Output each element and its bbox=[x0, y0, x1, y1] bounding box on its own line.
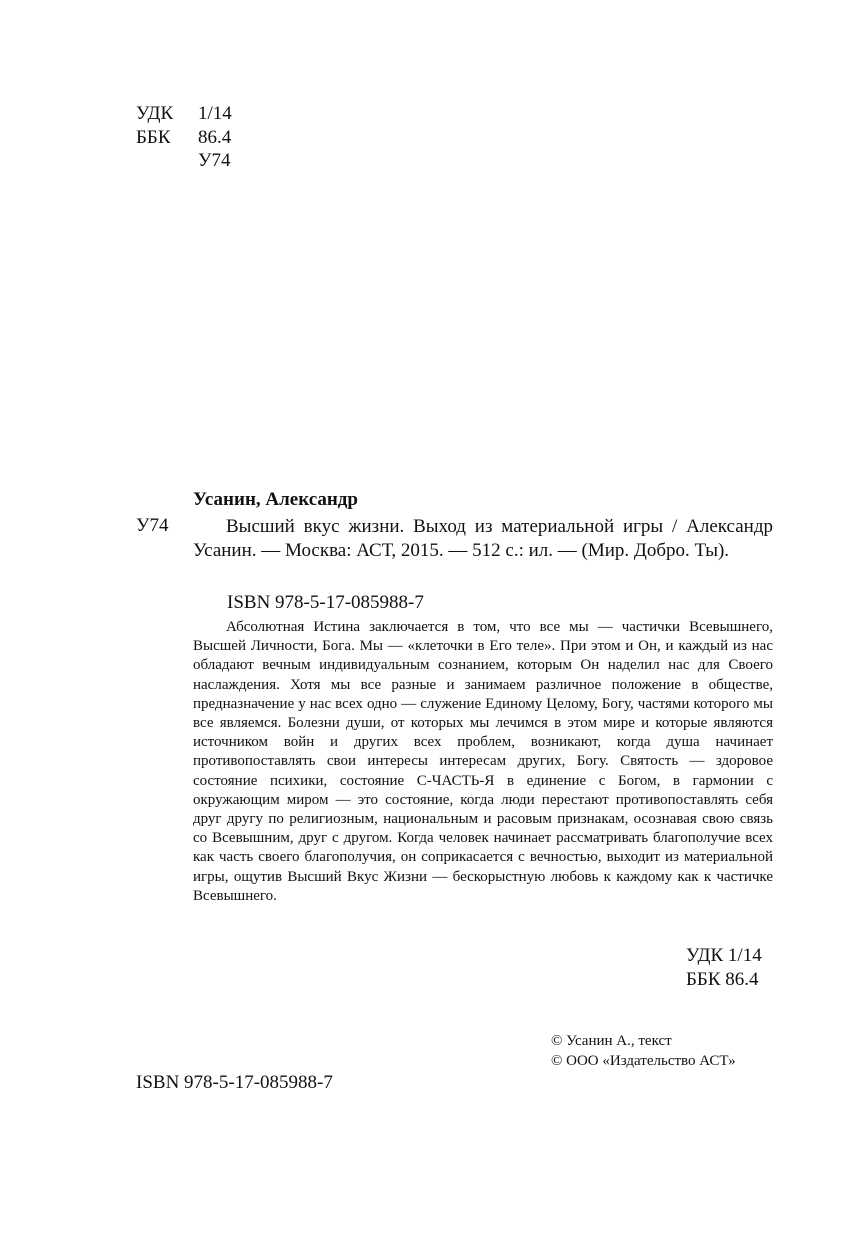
udk-value: 1/14 bbox=[198, 103, 232, 124]
author-mark-row bbox=[136, 149, 232, 173]
classification-block-top bbox=[136, 102, 232, 173]
copyright-author: © Усанин А., текст bbox=[551, 1033, 672, 1049]
bbk-value: 86.4 bbox=[198, 126, 232, 148]
bbk-bottom: ББК 86.4 bbox=[686, 968, 759, 990]
cutter-mark: У74 bbox=[136, 515, 169, 536]
annotation-paragraph: Абсолютная Истина заключается в том, что все мы — частички Всевышнего, Высшей Личности, Бога. Мы — «клеточки в Его теле». При этом и Он, и каждый из нас обладают вечным индивидуальным сознанием, которым Он наделил нас для Своего наслаждения. Хотя мы все разные и занимаем различное положение в обществе, предназначение у нас всех одно — служение Единому Целому, Богу, частями которого мы все являемся. Болезни души, от которых мы лечимся в этом мире и которые являются источником войн и других всех проблем, возникают, когда душа начинает противопоставлять свои интересы интересам других, Богу. Святость — здоровое состояние психики, состояние С-ЧАСТЬ-Я в единение с Богом, в гармонии с окружающим миром — это состояние, когда люди перестают противопоставлять себя друг другу по религиозным, национальным и расовым признакам, осознавая свою связь со Всевышним, друг с другом. Когда человек начинает рассматривать благополучие всех как часть своего благополучия, он соприкасается с вечностью, выходит из материальной игры, ощутив Высший Вкус Жизни — бескорыстную любовь к каждому как к частичке Всевышнего. bbox=[193, 619, 773, 904]
udk-label: УДК bbox=[136, 103, 174, 124]
footer-isbn: ISBN 978-5-17-085988-7 bbox=[136, 1072, 333, 1093]
copyright-publisher: © ООО «Издательство АСТ» bbox=[551, 1053, 736, 1069]
author-heading: Усанин, Александр bbox=[193, 489, 358, 510]
bbk-label: ББК bbox=[136, 126, 171, 148]
record-isbn: ISBN 978-5-17-085988-7 bbox=[227, 592, 424, 613]
udk-bottom: УДК 1/14 bbox=[686, 945, 762, 966]
classification-block-bottom bbox=[686, 944, 762, 991]
bibliographic-title: Высший вкус жизни. Выход из материальной игры / Александр Усанин. — Москва: АСТ, 2015. — 512 с.: ил. — (Мир. Добро. Ты). bbox=[193, 516, 773, 561]
author-mark: У74 bbox=[198, 150, 231, 171]
copyright-block bbox=[551, 1031, 736, 1071]
bbk-row bbox=[136, 126, 232, 150]
udk-row bbox=[136, 102, 232, 126]
